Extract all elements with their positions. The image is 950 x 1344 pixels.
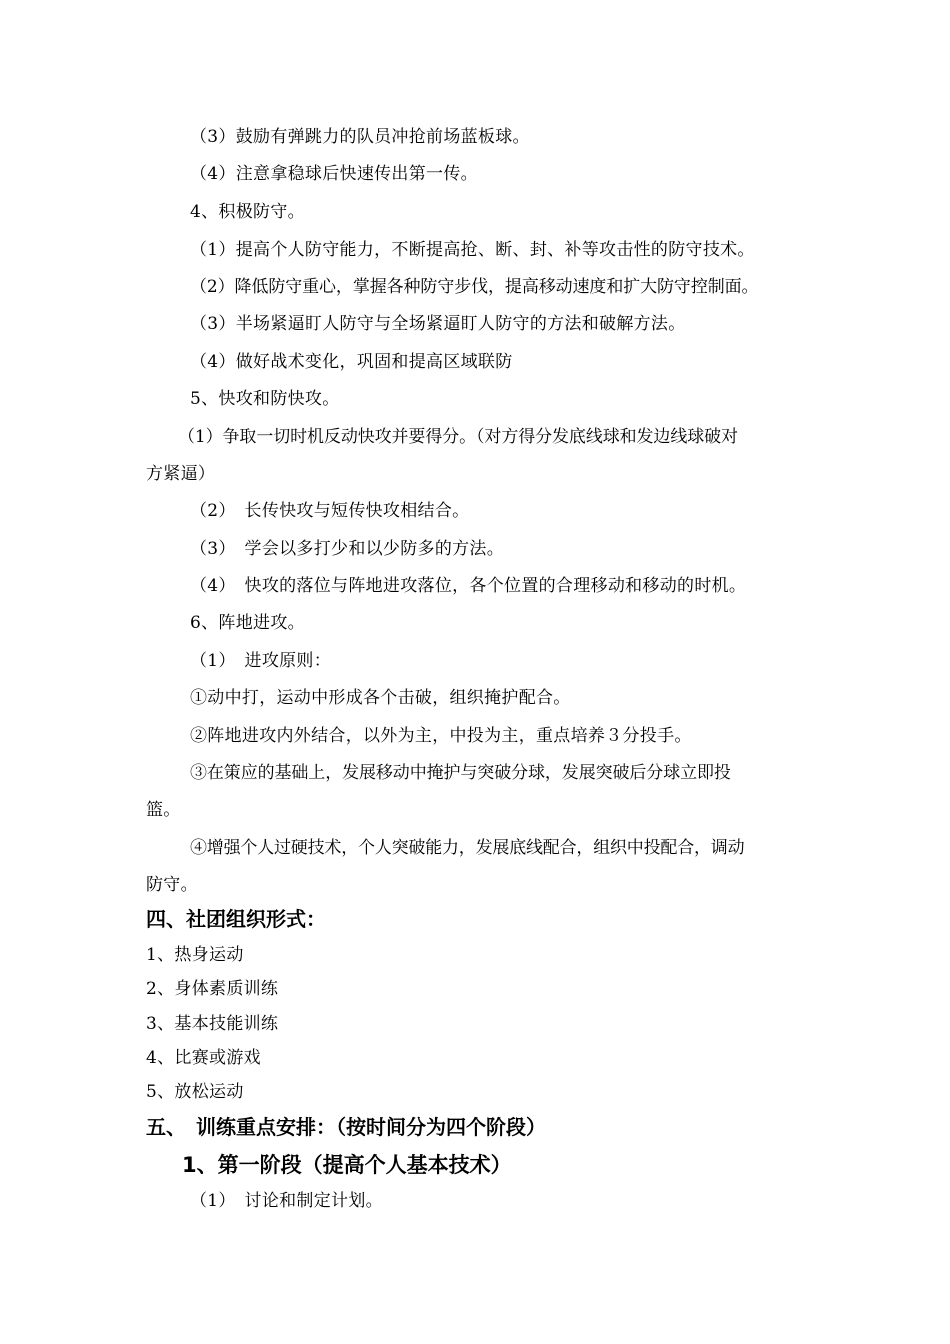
list-item: 1、热身运动 — [146, 945, 244, 965]
paragraph-line: ③在策应的基础上，发展移动中掩护与突破分球，发展突破后分球立即投 — [190, 763, 731, 783]
section-heading: 四、社团组织形式： — [146, 907, 326, 931]
paragraph-line: （3） 学会以多打少和以少防多的方法。 — [190, 539, 505, 559]
list-item: 3、基本技能训练 — [146, 1014, 279, 1034]
paragraph-line: （1）争取一切时机反动快攻并要得分。（对方得分发底线球和发边线球破对 — [178, 427, 738, 447]
paragraph-line: 防守。 — [146, 875, 198, 895]
paragraph-line: （2） 长传快攻与短传快攻相结合。 — [190, 501, 470, 521]
paragraph-line: （4） 快攻的落位与阵地进攻落位，各个位置的合理移动和移动的时机。 — [190, 576, 747, 596]
list-item: 4、比赛或游戏 — [146, 1048, 261, 1068]
paragraph-line: （1）提高个人防守能力，不断提高抢、断、封、补等攻击性的防守技术。 — [190, 240, 755, 260]
paragraph-line: （4）注意拿稳球后快速传出第一传。 — [190, 164, 478, 184]
paragraph-line: （1） 讨论和制定计划。 — [190, 1191, 383, 1211]
paragraph-line: 方紧逼） — [146, 464, 216, 484]
paragraph-line: （1） 进攻原则： — [190, 651, 332, 671]
paragraph-line: ①动中打，运动中形成各个击破，组织掩护配合。 — [190, 688, 571, 708]
paragraph-line: （2）降低防守重心，掌握各种防守步伐，提高移动速度和扩大防守控制面。 — [190, 277, 759, 297]
paragraph-line: （3）半场紧逼盯人防守与全场紧逼盯人防守的方法和破解方法。 — [190, 314, 686, 334]
subsection-heading: 1、第一阶段（提高个人基本技术） — [182, 1153, 512, 1177]
section-heading: 五、 训练重点安排：（按时间分为四个阶段） — [146, 1115, 546, 1139]
list-item: 2、身体素质训练 — [146, 979, 279, 999]
paragraph-line: 篮。 — [146, 800, 181, 820]
paragraph-line: ②阵地进攻内外结合，以外为主，中投为主，重点培养３分投手。 — [190, 726, 692, 746]
paragraph-line: （4）做好战术变化，巩固和提高区域联防 — [190, 352, 513, 372]
list-item: 5、放松运动 — [146, 1082, 244, 1102]
section-subheading: 4、积极防守。 — [190, 202, 305, 222]
paragraph-line: ④增强个人过硬技术，个人突破能力，发展底线配合，组织中投配合，调动 — [190, 838, 745, 858]
paragraph-line: （3）鼓励有弹跳力的队员冲抢前场蓝板球。 — [190, 127, 530, 147]
section-subheading: 6、阵地进攻。 — [190, 613, 305, 633]
section-subheading: 5、快攻和防快攻。 — [190, 389, 340, 409]
